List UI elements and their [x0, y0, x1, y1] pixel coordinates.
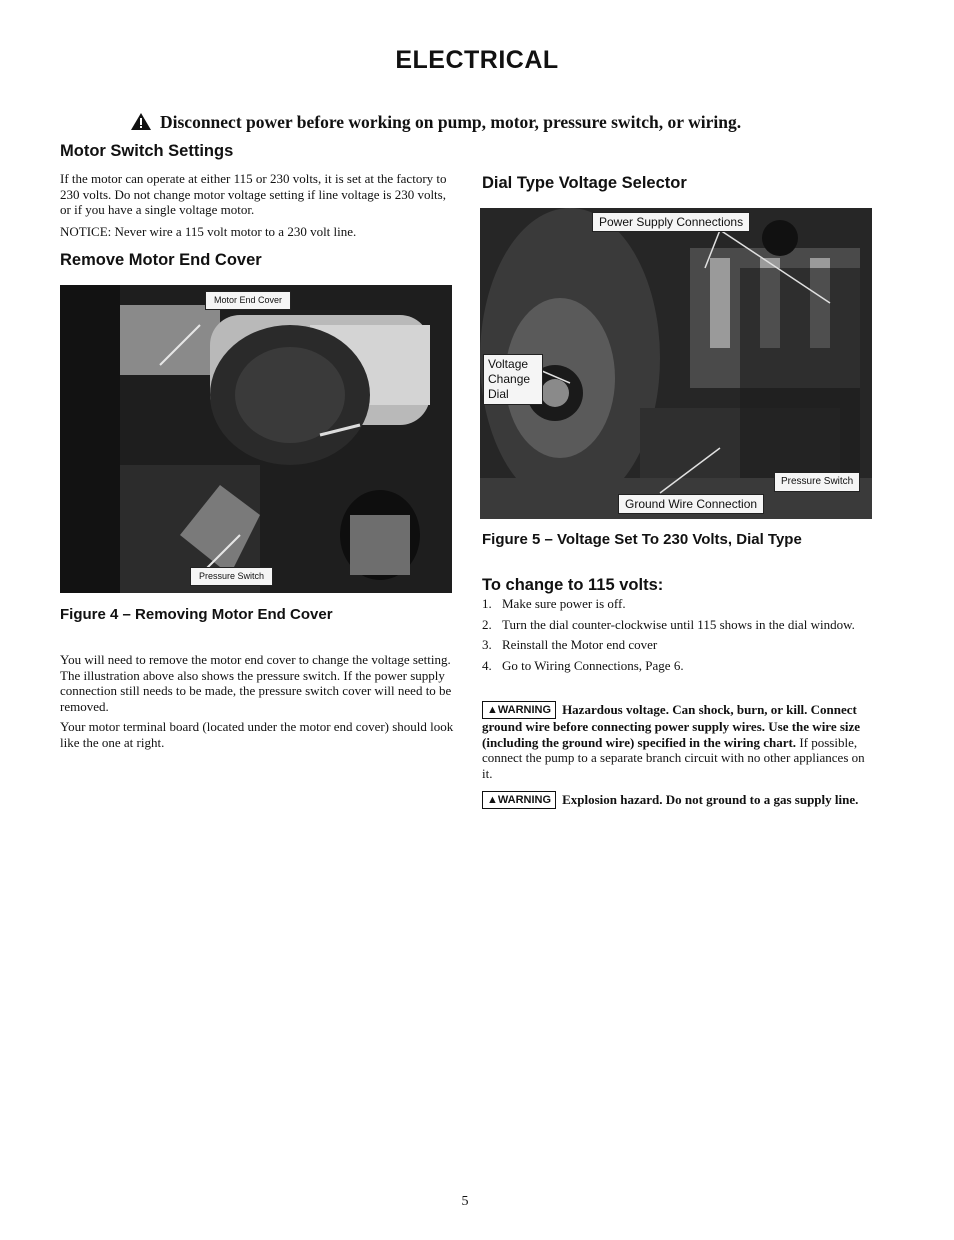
warning-explosion [482, 791, 874, 809]
change-115-heading: To change to 115 volts: [482, 576, 664, 594]
pressure-switch-callout-fig5: Pressure Switch [774, 472, 860, 492]
voltage-change-dial-callout [483, 354, 543, 405]
change-steps-list [482, 596, 872, 678]
warning-icon: ▲ [487, 794, 498, 806]
warning-icon: ▲ [487, 704, 498, 716]
motor-switch-para: If the motor can operate at either 115 or 230 volts, it is set at the factory to 230 volts. Do not change motor voltage setting if line voltage is 230 volts, or if you have a single voltage motor. [60, 171, 447, 217]
page-number: 5 [461, 1194, 469, 1209]
warning1-bold: Hazardous voltage. Can shock, burn, or kill. Connect ground wire before connecting power supply wires. Use the wire size (including the ground wire) specified in the wiring chart. [482, 702, 861, 750]
list-item: 2. Turn the dial counter-clockwise until 115 shows in the dial window. [482, 616, 855, 632]
remove-cover-para-2: Your motor terminal board (located under the motor end cover) should look like the one at right. [60, 719, 454, 750]
warning-triangle-icon [130, 112, 152, 131]
figure-5-caption: Figure 5 – Voltage Set To 230 Volts, Dial Type [482, 531, 802, 548]
page-title: ELECTRICAL [395, 46, 559, 74]
motor-photo-illustration [60, 285, 452, 593]
warning-badge: ▲WARNING [482, 791, 556, 809]
figure-4-caption: Figure 4 – Removing Motor End Cover [60, 606, 333, 623]
ground-wire-callout: Ground Wire Connection [618, 494, 764, 514]
voltage-callout-line-2: Change [488, 372, 531, 386]
dial-heading: Dial Type Voltage Selector [482, 174, 687, 192]
pressure-switch-callout-fig4: Pressure Switch [190, 567, 273, 586]
warning-badge: ▲WARNING [482, 701, 556, 719]
remove-cover-heading: Remove Motor End Cover [60, 251, 262, 269]
voltage-callout-line-1: Voltage [488, 357, 529, 371]
motor-end-cover-callout: Motor End Cover [205, 291, 291, 310]
power-supply-connections-callout: Power Supply Connections [592, 212, 750, 232]
warning2-bold: Explosion hazard. Do not ground to a gas supply line. [562, 792, 859, 807]
voltage-callout-line-3: Dial [488, 387, 509, 401]
figure-5-photo [480, 208, 872, 519]
motor-switch-notice: NOTICE: Never wire a 115 volt motor to a 230 volt line. [60, 224, 357, 239]
list-item: 3. Reinstall the Motor end cover [482, 637, 658, 652]
motor-switch-heading: Motor Switch Settings [60, 142, 234, 160]
warning-hazardous-voltage [482, 701, 874, 781]
list-item: 4. Go to Wiring Connections, Page 6. [482, 657, 684, 673]
top-warning-text: Disconnect power before working on pump, motor, pressure switch, or wiring. [160, 112, 742, 132]
figure-4-photo [60, 285, 452, 593]
warning1-normal: If possible, connect the pump to a separate branch circuit with no other appliances on it. [482, 734, 865, 781]
top-warning [130, 112, 741, 133]
list-item: 1. Make sure power is off. [482, 596, 626, 611]
remove-cover-para-1: You will need to remove the motor end cover to change the voltage setting. The illustration above also shows the pressure switch. If the power supply connection still needs to be made, the pressure switch cover will need to be removed. [60, 652, 452, 714]
